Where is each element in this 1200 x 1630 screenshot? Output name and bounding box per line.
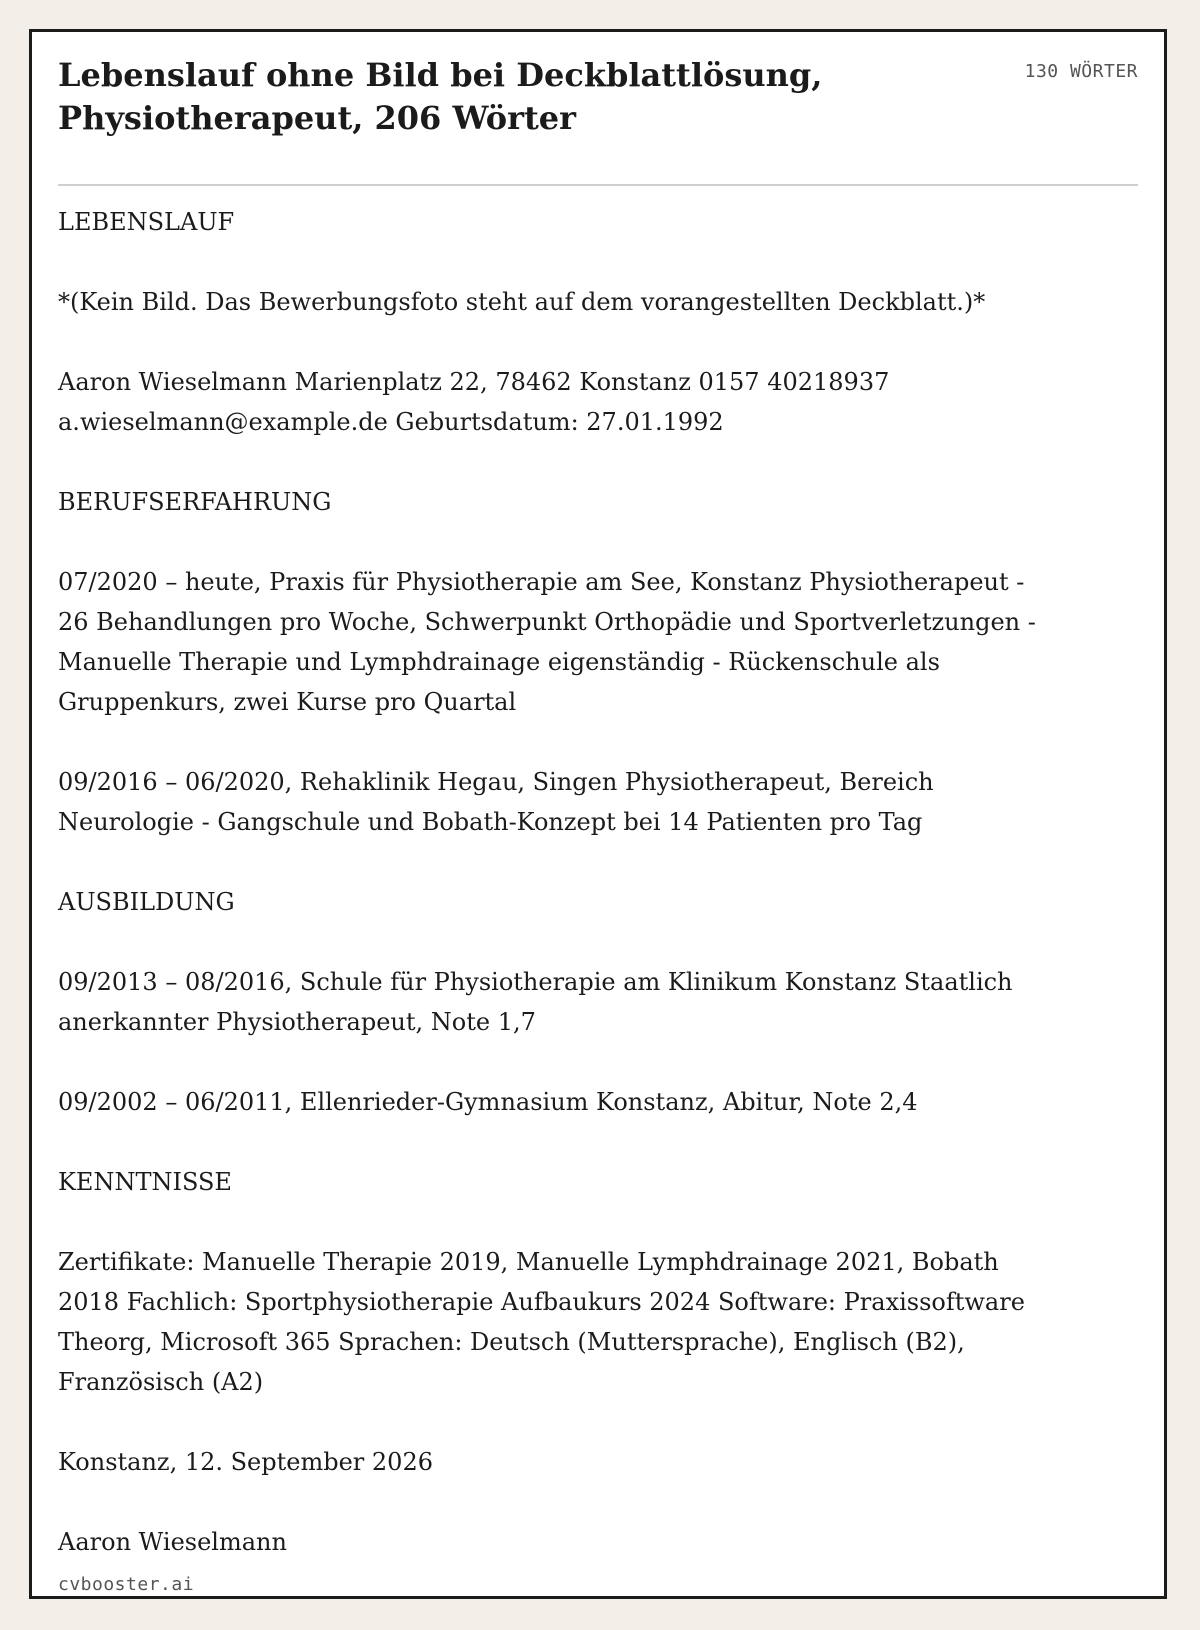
section-heading-berufserfahrung: BERUFSERFAHRUNG <box>58 488 332 516</box>
contact-details: Aaron Wieselmann Marienplatz 22, 78462 Konstanz 0157 40218937 a.wieselmann@example.de Geburtsdatum: 27.01.1992 <box>58 368 890 436</box>
place-and-date: Konstanz, 12. September 2026 <box>58 1448 433 1476</box>
section-heading-kenntnisse: KENNTNISSE <box>58 1168 232 1196</box>
document-title: Lebenslauf ohne Bild bei Deckblattlösung, Physiotherapeut, 206 Wörter <box>58 56 823 137</box>
section-heading-ausbildung: AUSBILDUNG <box>58 888 235 916</box>
document-body <box>58 186 1058 1562</box>
education-entry: 09/2013 – 08/2016, Schule für Physiotherapie am Klinikum Konstanz Staatlich anerkannter Physiotherapeut, Note 1,7 <box>58 968 1013 1036</box>
experience-entry: 09/2016 – 06/2020, Rehaklinik Hegau, Singen Physiotherapeut, Bereich Neurologie - Gangschule und Bobath-Konzept bei 14 Patienten pro Tag <box>58 768 934 836</box>
document-card <box>29 29 1167 1599</box>
education-entry: 09/2002 – 06/2011, Ellenrieder-Gymnasium Konstanz, Abitur, Note 2,4 <box>58 1088 918 1116</box>
signature-name: Aaron Wieselmann <box>58 1528 287 1556</box>
word-count-badge: 130 WÖRTER <box>1024 61 1138 82</box>
skills-details: Zertifikate: Manuelle Therapie 2019, Manuelle Lymphdrainage 2021, Bobath 2018 Fachlich: Sportphysiotherapie Aufbaukurs 2024 Software: Praxissoftware Theorg, Microsoft 365 Sprachen: Deutsch (Muttersprache), Englisch (B2), Französisch (A2) <box>58 1248 1025 1396</box>
section-heading-lebenslauf: LEBENSLAUF <box>58 208 235 236</box>
experience-entry: 07/2020 – heute, Praxis für Physiotherapie am See, Konstanz Physiotherapeut - 26 Behandlungen pro Woche, Schwerpunkt Orthopädie und Sportverletzungen - Manuelle Therapie und Lymphdrainage eigenständig - Rückenschule als Gruppenkurs, zwei Kurse pro Quartal <box>58 568 1036 716</box>
photo-note: *(Kein Bild. Das Bewerbungsfoto steht auf dem vorangestellten Deckblatt.)* <box>58 288 986 316</box>
footer-brand: cvbooster.ai <box>58 1574 195 1595</box>
document-header <box>58 54 1138 186</box>
